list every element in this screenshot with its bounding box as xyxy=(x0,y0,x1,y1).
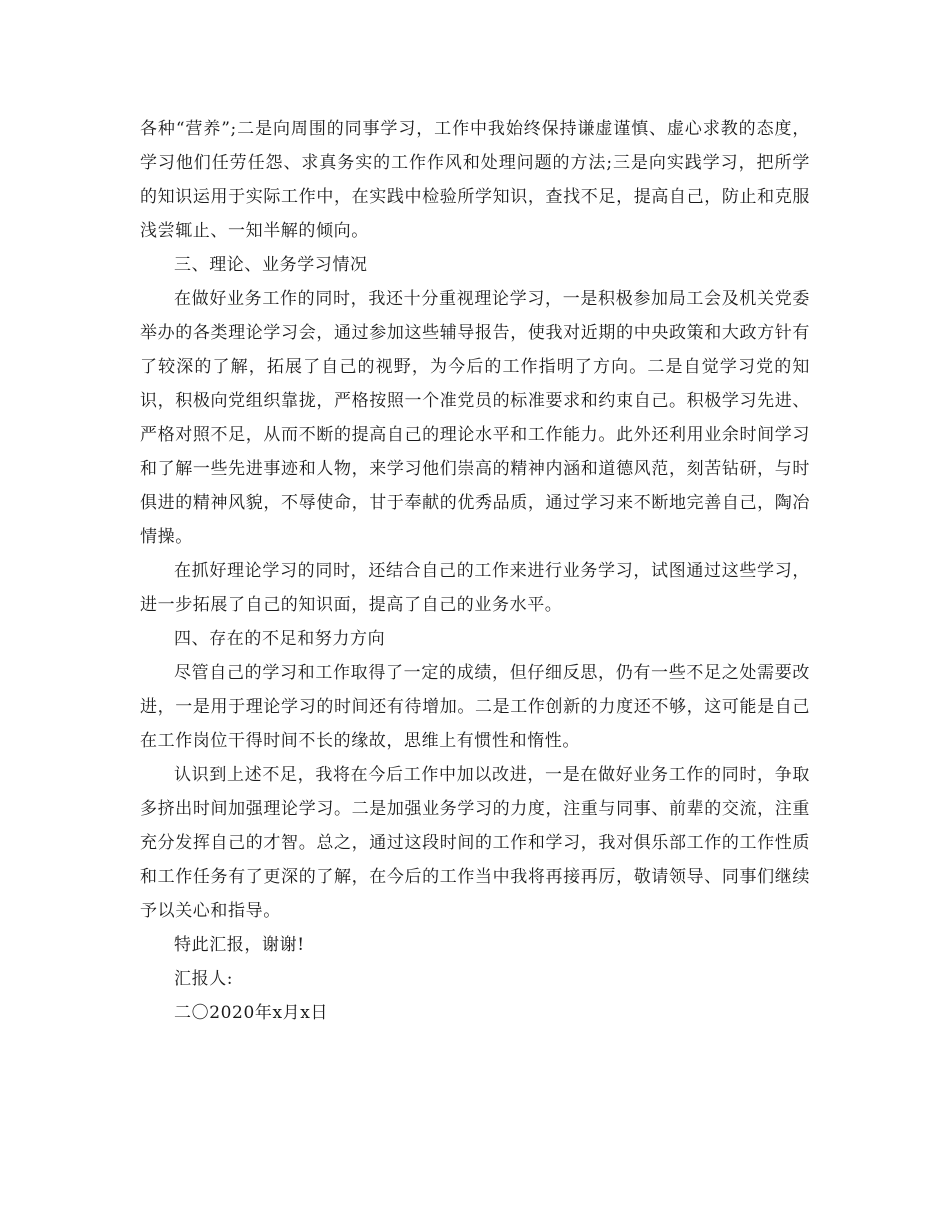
paragraph-learning-methods: 各种“营养”;二是向周围的同事学习，工作中我始终保持谦虚谨慎、虚心求教的态度，学习他们任劳任怨、求真务实的工作作风和处理问题的方法;三是向实践学习，把所学的知识运用于实际工作中，在实践中检验所学知识，查找不足，提高自己，防止和克服浅尝辄止、一知半解的倾向。 xyxy=(140,119,810,241)
paragraph-shortcomings: 尽管自己的学习和工作取得了一定的成绩，但仔细反思，仍有一些不足之处需要改进，一是用于理论学习的时间还有待增加。二是工作创新的力度还不够，这可能是自己在工作岗位干得时间不长的缘故，思维上有惯性和惰性。 xyxy=(140,663,810,751)
paragraph-improvement: 认识到上述不足，我将在今后工作中加以改进，一是在做好业务工作的同时，争取多挤出时间加强理论学习。二是加强业务学习的力度，注重与同事、前辈的交流，注重充分发挥自己的才智。总之，通过这段时间的工作和学习，我对俱乐部工作的工作性质和工作任务有了更深的了解，在今后的工作当中我将再接再厉，敬请领导、同事们继续予以关心和指导。 xyxy=(140,765,810,921)
paragraph-business-study: 在抓好理论学习的同时，还结合自己的工作来进行业务学习，试图通过这些学习，进一步拓展了自己的知识面，提高了自己的业务水平。 xyxy=(140,561,810,615)
document-body xyxy=(140,112,810,1030)
paragraph-theory-study: 在做好业务工作的同时，我还十分重视理论学习，一是积极参加局工会及机关党委举办的各类理论学习会，通过参加这些辅导报告，使我对近期的中央政策和大政方针有了较深的了解，拓展了自己的视野，为今后的工作指明了方向。二是自觉学习党的知识，积极向党组织靠拢，严格按照一个准党员的标准要求和约束自己。积极学习先进、严格对照不足，从而不断的提高自己的理论水平和工作能力。此外还利用业余时间学习和了解一些先进事迹和人物，来学习他们崇高的精神内涵和道德风范，刻苦钻研，与时俱进的精神风貌，不辱使命，甘于奉献的优秀品质，通过学习来不断地完善自己，陶冶情操。 xyxy=(140,289,810,547)
section-heading-theory-study: 三、理论、业务学习情况 xyxy=(174,255,368,275)
section-heading-shortcomings: 四、存在的不足和努力方向 xyxy=(174,629,386,649)
report-date: 二〇2020年x月x日 xyxy=(174,1003,329,1023)
closing-remark: 特此汇报，谢谢! xyxy=(174,935,305,955)
reporter-label: 汇报人: xyxy=(174,969,234,989)
